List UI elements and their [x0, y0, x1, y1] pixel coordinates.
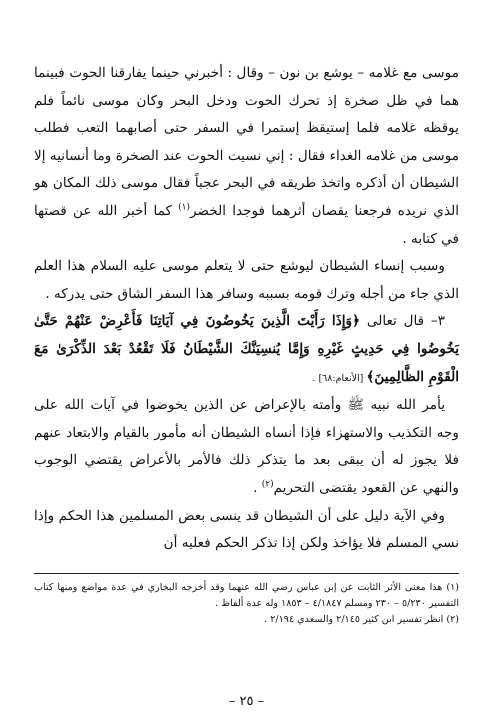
footnote-marker-1[interactable]: (١) — [178, 202, 191, 213]
verse-reference: [الأنعام:٦٨] . — [312, 372, 367, 384]
paragraph-2 — [34, 253, 459, 308]
book-page — [34, 0, 459, 728]
body-text — [34, 60, 459, 558]
paragraph-tail: . — [253, 479, 262, 496]
paragraph-text: وسبب إنساء الشيطان ليوشع حتى لا يتعلم موسى عليه السلام هذا العلم الذي جاء من أجله وترك قومه بسببه وسافر هذا السفر الشاق حتى يدركه . — [34, 258, 459, 302]
footnote-marker-2[interactable]: (٢) — [261, 479, 274, 490]
paragraph-5 — [34, 503, 459, 558]
paragraph-1 — [34, 60, 459, 253]
footnote-divider — [34, 573, 459, 574]
footnote-2: (٢) انظر تفسير ابن كثير ٢/١٤٥ والسعدي ٢/١٩٤ . — [264, 614, 459, 625]
quran-verse: ﴿وَإِذَا رَأَيْتَ الَّذِينَ يَخُوضُونَ فِي آيَاتِنَا فَأَعْرِضْ عَنْهُمْ حَتَّىٰ يَخُوضُوا فِي حَدِيثٍ غَيْرِهِ وَإِمَّا يُنسِيَنَّكَ الشَّيْطَانُ فَلَا تَقْعُدْ بَعْدَ الذِّكْرَىٰ مَعَ الْقَوْمِ الظَّالِمِينَ﴾ — [34, 313, 459, 385]
paragraph-text: يأمر الله نبيه ﷺ وأمته بالإعراض عن الذين يخوضوا في آيات الله على وجه التكذيب والاستهزاء فإذا أنساه الشيطان أنه مأمور بالقيام والابتعاد عنهم فلا يجوز له أن يبقى بعد ما يتذكر ذلك فالأمر بالأعراض يقتضي الوجوب والنهي عن القعود يقتضى التحريم — [34, 397, 459, 496]
paragraph-text: وفي الآية دليل على أن الشيطان قد ينسى بعض المسلمين هذا الحكم وإذا نسي المسلم فلا يؤاخذ ولكن إذا تذكر الحكم فعليه أن — [34, 507, 459, 552]
paragraph-3 — [34, 308, 459, 392]
footnotes — [34, 580, 459, 628]
paragraph-text: موسى مع غلامه – يوشع بن نون – وقال : أخبرني حينما يفارقنا الحوت فبينما هما في ظل صخرة إذ تحرك الحوت ودخل البحر وكان موسى نائماً فلم يوقظه غلامه فلما إستيقظ إستمرا في السفر حتى أصابهما التعب فطلب موسى من غلامه الغداء فقال : إني نسيت الحوت عند الصخرة وما أنسانيه إلا الشيطان أن أذكره واتخذ طريقه في البحر عجباً فقال موسى ذلك المكان هو الذي نريده فرجعنا يقصان أثرهما فوجدا الخضر — [34, 65, 459, 219]
paragraph-4 — [34, 392, 459, 502]
paragraph-tail: كما أخبر الله عن قصتها في كتابه . — [34, 202, 459, 247]
paragraph-lead: ٣– قال تعالى — [360, 313, 446, 330]
footnote-1: (١) هذا معنى الأثر الثابت عن إبن عباس رضي الله عنهما وقد أخرجه البخاري في عدة مواضع ومنها كتاب التفسير ٥/٢٣٠ – ٢٣٠ ومسلم ٤/١٨٤٧ – ١٨٥٣ وله عدة ألفاظ . — [34, 582, 459, 609]
page-number: – ٢٥ – — [228, 694, 265, 709]
